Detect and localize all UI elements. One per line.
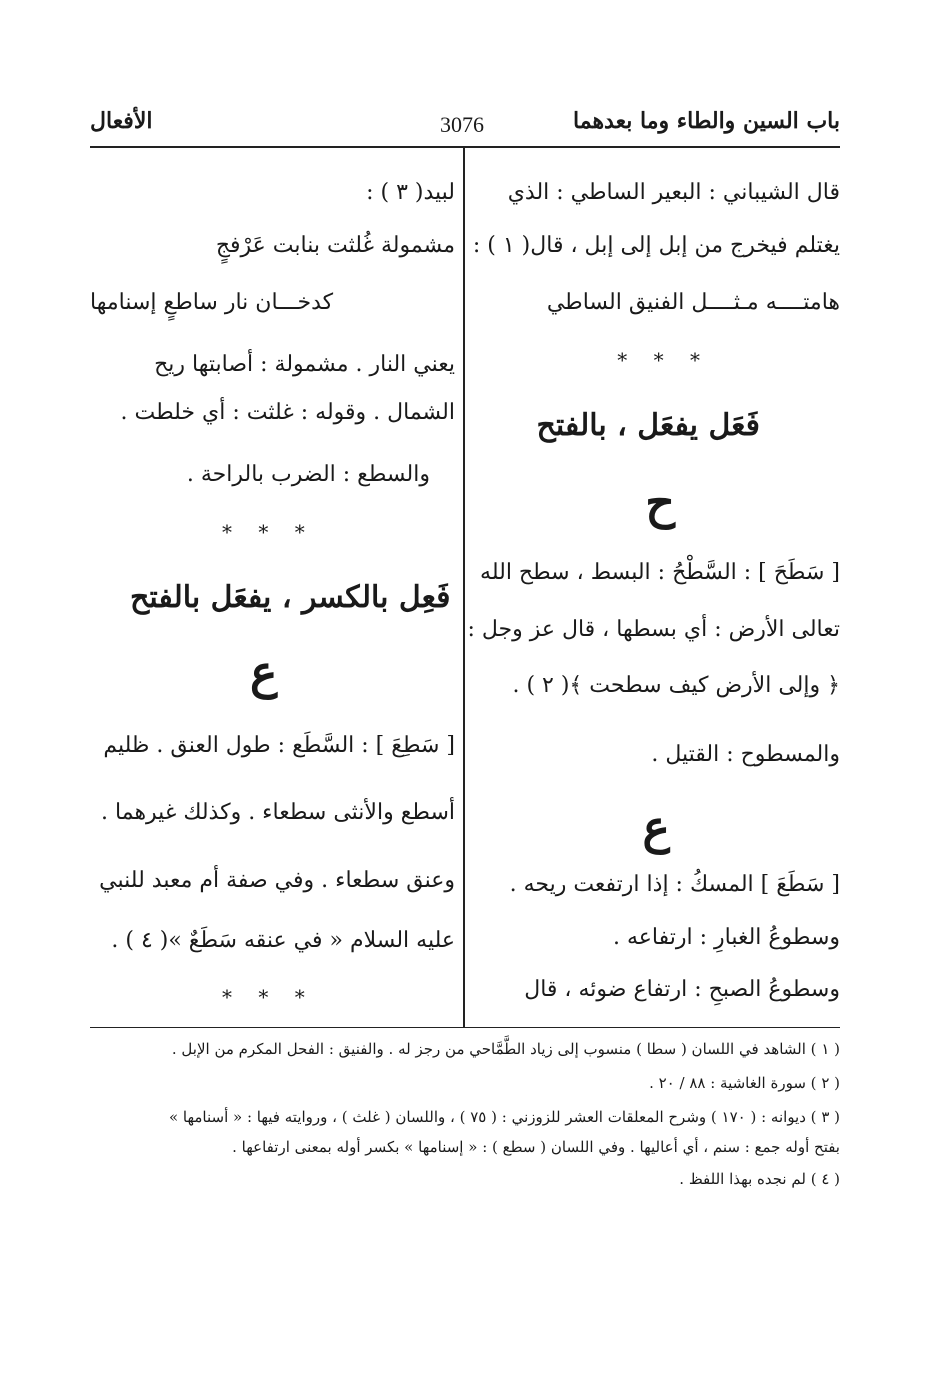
left-line-10: عليه السلام « في عنقه سَطَعٌ »( ٤ ) . [111,928,455,953]
header-chapter-title: باب السين والطاء وما بعدهما [573,108,840,134]
root-letter-ain: ع [250,645,278,699]
footnote-2: ( ٢ ) سورة الغاشية : ٨٨ / ٢٠ . [649,1074,840,1092]
right-line-1: قال الشيباني : البعير الساطي : الذي [507,180,840,205]
root-letter-ain: ع [642,800,670,854]
left-line-5: الشمال . وقوله : غلثت : أي خلطت . [120,400,455,425]
root-letter-ha: ح [645,475,675,529]
left-line-7: [ سَطِعَ ] : السَّطَع : طول العنق . ظليم [103,733,455,758]
right-line-10: وسطوعُ الصبحِ : ارتفاع ضوئه ، قال [524,977,840,1002]
header-rule [90,146,840,148]
verse-line: هامتــــه مـثــــل الفنيق الساطي [546,290,840,315]
column-divider [463,148,465,1028]
left-line-4: يعني النار . مشمولة : أصابتها ريح [154,352,455,377]
section-heading: فَعَل يفعَل ، بالفتح [536,408,760,443]
left-line-9: وعنق سطعاء . وفي صفة أم معبد للنبي [99,868,455,893]
verse-line-2: كدخـــان نار ساطعٍ إسنامها [90,290,334,315]
footnote-1: ( ١ ) الشاهد في اللسان ( سطا ) منسوب إلى زياد الطَّمَّاحي من رجز له . والفنيق : الفحل المكرم من الإبل . [171,1040,840,1058]
right-line-4: [ سَطَحَ ] : السَّطْحُ : البسط ، سطح الله [480,560,840,585]
right-line-5: تعالى الأرض : أي بسطها ، قال عز وجل : [467,617,840,642]
footnote-3: ( ٣ ) ديوانه : ( ١٧٠ ) وشرح المعلقات العشر للزوزني : ( ٧٥ ) ، واللسان ( غلث ) ، وروايته فيها : « أسنامها » [168,1108,840,1126]
footnote-3-continued: بفتح أوله جمع : سنم ، أي أعاليها . وفي اللسان ( سطع ) : « إسنامها » بكسر أوله بمعنى ارتفاعها . [232,1138,840,1156]
right-line-8: [ سَطَعَ ] المسكُ : إذا ارتفعت ريحه . [509,872,840,897]
footnote-rule [90,1027,840,1028]
right-line-9: وسطوعُ الغبارِ : ارتفاعه . [613,925,840,950]
right-line-7: والمسطوح : القتيل . [651,742,840,767]
verse-line-1: مشمولة غُلثت بنابت عَرْفجٍ [215,233,455,258]
left-line-6: والسطع : الضرب بالراحة . [186,462,430,487]
footnote-4: ( ٤ ) لم نجده بهذا اللفظ . [679,1170,840,1188]
section-separator: * * * [222,985,315,1009]
left-line-8: أسطع والأنثى سطعاء . وكذلك غيرهما . [101,800,455,825]
left-line-1: لبيد( ٣ ) : [366,180,455,205]
section-heading: فَعِل بالكسر ، يفعَل بالفتح [130,580,451,615]
quran-quote: ﴿ وإلى الأرض كيف سطحت ﴾( ٢ ) . [512,673,840,698]
section-separator: * * * [617,348,710,372]
right-line-2: يغتلم فيخرج من إبل إلى إبل ، قال( ١ ) : [472,233,840,258]
page-number: 3076 [440,112,484,137]
section-separator: * * * [222,520,315,544]
header-section-title: الأفعال [90,108,153,134]
